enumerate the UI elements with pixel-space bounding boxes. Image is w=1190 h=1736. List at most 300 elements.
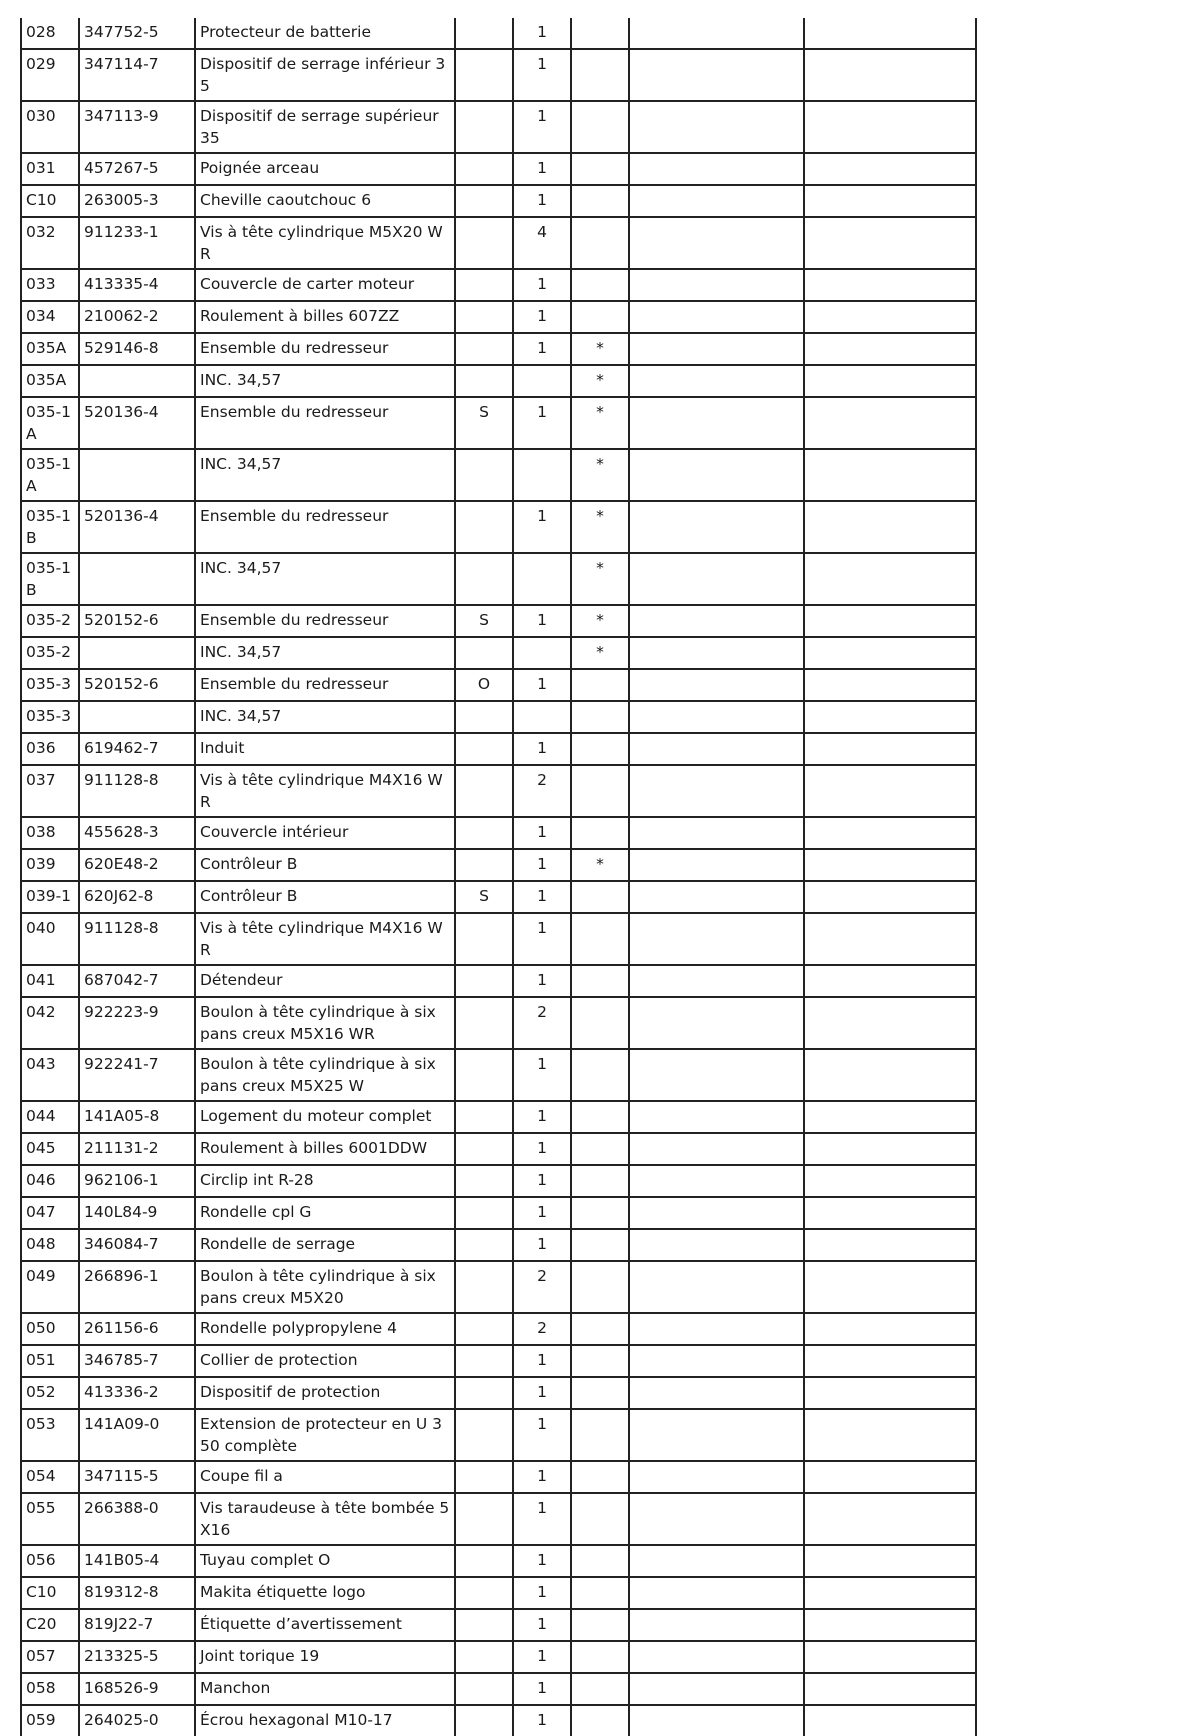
marker-cell — [571, 1229, 629, 1261]
table-row — [21, 669, 976, 701]
part-number-cell: 911233-1 — [79, 217, 195, 269]
description-cell: Roulement à billes 607ZZ — [195, 301, 455, 333]
description-cell: Ensemble du redresseur — [195, 501, 455, 553]
empty-cell — [629, 397, 804, 449]
marker-cell — [571, 733, 629, 765]
item-number-cell: 030 — [21, 101, 79, 153]
item-number-cell: 058 — [21, 1673, 79, 1705]
note-cell: S — [455, 881, 513, 913]
empty-cell — [804, 881, 976, 913]
part-number-cell — [79, 553, 195, 605]
empty-cell — [629, 913, 804, 965]
empty-cell — [804, 1641, 976, 1673]
empty-cell — [804, 269, 976, 301]
note-cell — [455, 1545, 513, 1577]
table-row — [21, 1705, 976, 1736]
quantity-cell: 1 — [513, 1609, 571, 1641]
note-cell — [455, 1377, 513, 1409]
empty-cell — [804, 1197, 976, 1229]
empty-cell — [804, 1313, 976, 1345]
item-number-cell: 059 — [21, 1705, 79, 1736]
part-number-cell: 520136-4 — [79, 397, 195, 449]
quantity-cell: 1 — [513, 501, 571, 553]
item-number-cell: 052 — [21, 1377, 79, 1409]
description-cell: Vis à tête cylindrique M5X20 WR — [195, 217, 455, 269]
empty-cell — [804, 965, 976, 997]
quantity-cell: 1 — [513, 1705, 571, 1736]
note-cell — [455, 849, 513, 881]
marker-cell — [571, 1609, 629, 1641]
item-number-cell: 032 — [21, 217, 79, 269]
item-number-cell: 049 — [21, 1261, 79, 1313]
marker-cell — [571, 1197, 629, 1229]
marker-cell: * — [571, 449, 629, 501]
table-row — [21, 1609, 976, 1641]
description-cell: Collier de protection — [195, 1345, 455, 1377]
part-number-cell — [79, 365, 195, 397]
description-cell: Cheville caoutchouc 6 — [195, 185, 455, 217]
table-row — [21, 881, 976, 913]
empty-cell — [629, 1133, 804, 1165]
empty-cell — [629, 269, 804, 301]
empty-cell — [629, 1229, 804, 1261]
table-row — [21, 1197, 976, 1229]
marker-cell — [571, 1345, 629, 1377]
empty-cell — [804, 1049, 976, 1101]
description-cell: Coupe fil a — [195, 1461, 455, 1493]
item-number-cell: 031 — [21, 153, 79, 185]
note-cell — [455, 553, 513, 605]
empty-cell — [804, 701, 976, 733]
description-cell: Extension de protecteur en U 350 complète — [195, 1409, 455, 1461]
table-row — [21, 637, 976, 669]
empty-cell — [804, 301, 976, 333]
quantity-cell: 1 — [513, 185, 571, 217]
item-number-cell: 048 — [21, 1229, 79, 1261]
note-cell — [455, 333, 513, 365]
marker-cell — [571, 1409, 629, 1461]
quantity-cell: 1 — [513, 817, 571, 849]
empty-cell — [629, 1493, 804, 1545]
empty-cell — [804, 553, 976, 605]
quantity-cell: 1 — [513, 605, 571, 637]
quantity-cell: 1 — [513, 881, 571, 913]
item-number-cell: 041 — [21, 965, 79, 997]
part-number-cell: 962106-1 — [79, 1165, 195, 1197]
description-cell: Ensemble du redresseur — [195, 333, 455, 365]
empty-cell — [629, 965, 804, 997]
table-row — [21, 1409, 976, 1461]
description-cell: Contrôleur B — [195, 881, 455, 913]
parts-table — [20, 18, 977, 1736]
parts-table-body — [21, 18, 976, 1736]
note-cell — [455, 501, 513, 553]
marker-cell — [571, 913, 629, 965]
item-number-cell: 035-2 — [21, 605, 79, 637]
note-cell — [455, 101, 513, 153]
quantity-cell: 1 — [513, 1673, 571, 1705]
table-row — [21, 817, 976, 849]
quantity-cell: 1 — [513, 733, 571, 765]
quantity-cell: 1 — [513, 153, 571, 185]
part-number-cell: 141A09-0 — [79, 1409, 195, 1461]
table-row — [21, 1165, 976, 1197]
quantity-cell: 1 — [513, 1197, 571, 1229]
table-row — [21, 18, 976, 49]
table-row — [21, 301, 976, 333]
description-cell: Rondelle polypropylene 4 — [195, 1313, 455, 1345]
item-number-cell: 040 — [21, 913, 79, 965]
quantity-cell: 1 — [513, 1165, 571, 1197]
marker-cell — [571, 1705, 629, 1736]
part-number-cell: 141A05-8 — [79, 1101, 195, 1133]
empty-cell — [804, 1261, 976, 1313]
table-row — [21, 153, 976, 185]
empty-cell — [629, 765, 804, 817]
empty-cell — [804, 849, 976, 881]
item-number-cell: 033 — [21, 269, 79, 301]
note-cell — [455, 49, 513, 101]
empty-cell — [804, 365, 976, 397]
quantity-cell — [513, 637, 571, 669]
empty-cell — [804, 1673, 976, 1705]
part-number-cell: 347113-9 — [79, 101, 195, 153]
empty-cell — [629, 1705, 804, 1736]
quantity-cell: 1 — [513, 333, 571, 365]
empty-cell — [629, 817, 804, 849]
description-cell: INC. 34,57 — [195, 637, 455, 669]
empty-cell — [804, 637, 976, 669]
note-cell — [455, 1609, 513, 1641]
table-row — [21, 997, 976, 1049]
marker-cell — [571, 101, 629, 153]
table-row — [21, 1229, 976, 1261]
empty-cell — [629, 1409, 804, 1461]
table-row — [21, 965, 976, 997]
quantity-cell: 1 — [513, 1345, 571, 1377]
quantity-cell: 2 — [513, 1261, 571, 1313]
empty-cell — [804, 333, 976, 365]
part-number-cell: 619462-7 — [79, 733, 195, 765]
note-cell — [455, 1101, 513, 1133]
empty-cell — [629, 1577, 804, 1609]
note-cell — [455, 765, 513, 817]
empty-cell — [804, 733, 976, 765]
quantity-cell: 1 — [513, 1545, 571, 1577]
table-row — [21, 1577, 976, 1609]
quantity-cell: 2 — [513, 997, 571, 1049]
quantity-cell: 1 — [513, 49, 571, 101]
item-number-cell: 035-1A — [21, 397, 79, 449]
part-number-cell: 819J22-7 — [79, 1609, 195, 1641]
empty-cell — [804, 1377, 976, 1409]
marker-cell — [571, 701, 629, 733]
note-cell — [455, 217, 513, 269]
item-number-cell: 029 — [21, 49, 79, 101]
description-cell: INC. 34,57 — [195, 553, 455, 605]
table-row — [21, 701, 976, 733]
part-number-cell: 413336-2 — [79, 1377, 195, 1409]
item-number-cell: 055 — [21, 1493, 79, 1545]
part-number-cell — [79, 701, 195, 733]
item-number-cell: 028 — [21, 18, 79, 49]
marker-cell — [571, 49, 629, 101]
empty-cell — [804, 101, 976, 153]
empty-cell — [804, 817, 976, 849]
description-cell: Poignée arceau — [195, 153, 455, 185]
table-row — [21, 1313, 976, 1345]
empty-cell — [629, 1049, 804, 1101]
quantity-cell: 1 — [513, 913, 571, 965]
note-cell — [455, 1049, 513, 1101]
item-number-cell: 051 — [21, 1345, 79, 1377]
table-row — [21, 553, 976, 605]
item-number-cell: 035-1B — [21, 501, 79, 553]
empty-cell — [629, 1261, 804, 1313]
part-number-cell: 687042-7 — [79, 965, 195, 997]
empty-cell — [629, 365, 804, 397]
empty-cell — [629, 733, 804, 765]
quantity-cell: 1 — [513, 1493, 571, 1545]
marker-cell — [571, 965, 629, 997]
table-row — [21, 765, 976, 817]
item-number-cell: 050 — [21, 1313, 79, 1345]
item-number-cell: 036 — [21, 733, 79, 765]
note-cell — [455, 1313, 513, 1345]
marker-cell — [571, 997, 629, 1049]
quantity-cell — [513, 701, 571, 733]
description-cell: Protecteur de batterie — [195, 18, 455, 49]
empty-cell — [804, 501, 976, 553]
part-number-cell: 266896-1 — [79, 1261, 195, 1313]
part-number-cell: 264025-0 — [79, 1705, 195, 1736]
marker-cell — [571, 185, 629, 217]
marker-cell: * — [571, 553, 629, 605]
empty-cell — [629, 333, 804, 365]
table-row — [21, 1545, 976, 1577]
empty-cell — [629, 1165, 804, 1197]
part-number-cell — [79, 637, 195, 669]
note-cell — [455, 1345, 513, 1377]
empty-cell — [629, 1377, 804, 1409]
quantity-cell: 1 — [513, 1229, 571, 1261]
part-number-cell: 347115-5 — [79, 1461, 195, 1493]
item-number-cell: 035A — [21, 365, 79, 397]
marker-cell — [571, 1545, 629, 1577]
note-cell: S — [455, 605, 513, 637]
note-cell — [455, 269, 513, 301]
part-number-cell: 213325-5 — [79, 1641, 195, 1673]
note-cell — [455, 1705, 513, 1736]
empty-cell — [629, 701, 804, 733]
marker-cell — [571, 18, 629, 49]
item-number-cell: 039 — [21, 849, 79, 881]
description-cell: INC. 34,57 — [195, 365, 455, 397]
table-row — [21, 1049, 976, 1101]
description-cell: Rondelle de serrage — [195, 1229, 455, 1261]
marker-cell — [571, 1165, 629, 1197]
item-number-cell: C10 — [21, 185, 79, 217]
marker-cell: * — [571, 501, 629, 553]
item-number-cell: 046 — [21, 1165, 79, 1197]
empty-cell — [629, 1313, 804, 1345]
part-number-cell: 141B05-4 — [79, 1545, 195, 1577]
description-cell: Écrou hexagonal M10-17 — [195, 1705, 455, 1736]
quantity-cell: 1 — [513, 18, 571, 49]
part-number-cell: 261156-6 — [79, 1313, 195, 1345]
part-number-cell: 346084-7 — [79, 1229, 195, 1261]
part-number-cell: 620J62-8 — [79, 881, 195, 913]
marker-cell: * — [571, 605, 629, 637]
marker-cell — [571, 1461, 629, 1493]
description-cell: INC. 34,57 — [195, 701, 455, 733]
empty-cell — [804, 1705, 976, 1736]
item-number-cell: 034 — [21, 301, 79, 333]
table-row — [21, 605, 976, 637]
marker-cell: * — [571, 637, 629, 669]
marker-cell — [571, 1641, 629, 1673]
item-number-cell: 054 — [21, 1461, 79, 1493]
note-cell — [455, 1133, 513, 1165]
quantity-cell: 1 — [513, 1641, 571, 1673]
empty-cell — [804, 397, 976, 449]
table-row — [21, 101, 976, 153]
empty-cell — [629, 1461, 804, 1493]
description-cell: Boulon à tête cylindrique à six pans creux M5X20 — [195, 1261, 455, 1313]
item-number-cell: 042 — [21, 997, 79, 1049]
marker-cell: * — [571, 397, 629, 449]
empty-cell — [804, 997, 976, 1049]
description-cell: Circlip int R-28 — [195, 1165, 455, 1197]
note-cell — [455, 1261, 513, 1313]
quantity-cell: 1 — [513, 669, 571, 701]
description-cell: Logement du moteur complet — [195, 1101, 455, 1133]
description-cell: INC. 34,57 — [195, 449, 455, 501]
part-number-cell: 819312-8 — [79, 1577, 195, 1609]
empty-cell — [804, 449, 976, 501]
part-number-cell: 266388-0 — [79, 1493, 195, 1545]
table-row — [21, 1641, 976, 1673]
empty-cell — [804, 605, 976, 637]
note-cell — [455, 185, 513, 217]
part-number-cell: 922241-7 — [79, 1049, 195, 1101]
empty-cell — [804, 913, 976, 965]
note-cell — [455, 301, 513, 333]
table-row — [21, 849, 976, 881]
empty-cell — [629, 997, 804, 1049]
empty-cell — [804, 1609, 976, 1641]
table-row — [21, 1101, 976, 1133]
empty-cell — [804, 217, 976, 269]
table-row — [21, 1461, 976, 1493]
item-number-cell: 038 — [21, 817, 79, 849]
quantity-cell: 1 — [513, 849, 571, 881]
empty-cell — [629, 1197, 804, 1229]
part-number-cell: 347752-5 — [79, 18, 195, 49]
note-cell — [455, 1673, 513, 1705]
quantity-cell: 1 — [513, 397, 571, 449]
note-cell — [455, 365, 513, 397]
quantity-cell: 1 — [513, 1133, 571, 1165]
marker-cell — [571, 1261, 629, 1313]
quantity-cell: 1 — [513, 101, 571, 153]
marker-cell — [571, 217, 629, 269]
description-cell: Dispositif de serrage supérieur 35 — [195, 101, 455, 153]
table-row — [21, 501, 976, 553]
item-number-cell: 037 — [21, 765, 79, 817]
empty-cell — [629, 1345, 804, 1377]
quantity-cell: 4 — [513, 217, 571, 269]
table-row — [21, 1133, 976, 1165]
part-number-cell: 140L84-9 — [79, 1197, 195, 1229]
empty-cell — [629, 217, 804, 269]
table-row — [21, 333, 976, 365]
marker-cell — [571, 153, 629, 185]
description-cell: Dispositif de serrage inférieur 35 — [195, 49, 455, 101]
item-number-cell: C10 — [21, 1577, 79, 1609]
item-number-cell: 053 — [21, 1409, 79, 1461]
marker-cell: * — [571, 365, 629, 397]
marker-cell — [571, 817, 629, 849]
empty-cell — [629, 881, 804, 913]
part-number-cell: 457267-5 — [79, 153, 195, 185]
marker-cell — [571, 1673, 629, 1705]
marker-cell — [571, 269, 629, 301]
table-row — [21, 1377, 976, 1409]
empty-cell — [804, 765, 976, 817]
item-number-cell: 035-2 — [21, 637, 79, 669]
quantity-cell: 1 — [513, 269, 571, 301]
table-row — [21, 1261, 976, 1313]
description-cell: Roulement à billes 6001DDW — [195, 1133, 455, 1165]
table-row — [21, 733, 976, 765]
marker-cell — [571, 765, 629, 817]
part-number-cell: 210062-2 — [79, 301, 195, 333]
description-cell: Ensemble du redresseur — [195, 669, 455, 701]
part-number-cell: 620E48-2 — [79, 849, 195, 881]
table-row — [21, 397, 976, 449]
empty-cell — [629, 501, 804, 553]
table-row — [21, 449, 976, 501]
description-cell: Ensemble du redresseur — [195, 397, 455, 449]
description-cell: Ensemble du redresseur — [195, 605, 455, 637]
empty-cell — [629, 605, 804, 637]
item-number-cell: 045 — [21, 1133, 79, 1165]
empty-cell — [804, 669, 976, 701]
empty-cell — [629, 1673, 804, 1705]
empty-cell — [629, 1101, 804, 1133]
description-cell: Manchon — [195, 1673, 455, 1705]
empty-cell — [629, 449, 804, 501]
description-cell: Tuyau complet O — [195, 1545, 455, 1577]
marker-cell: * — [571, 849, 629, 881]
description-cell: Étiquette d’avertissement — [195, 1609, 455, 1641]
table-row — [21, 217, 976, 269]
empty-cell — [804, 1345, 976, 1377]
description-cell: Contrôleur B — [195, 849, 455, 881]
part-number-cell: 346785-7 — [79, 1345, 195, 1377]
marker-cell — [571, 1101, 629, 1133]
description-cell: Joint torique 19 — [195, 1641, 455, 1673]
note-cell — [455, 1229, 513, 1261]
part-number-cell: 263005-3 — [79, 185, 195, 217]
description-cell: Induit — [195, 733, 455, 765]
empty-cell — [804, 1461, 976, 1493]
table-row — [21, 185, 976, 217]
empty-cell — [804, 1165, 976, 1197]
empty-cell — [629, 849, 804, 881]
item-number-cell: 035-1A — [21, 449, 79, 501]
